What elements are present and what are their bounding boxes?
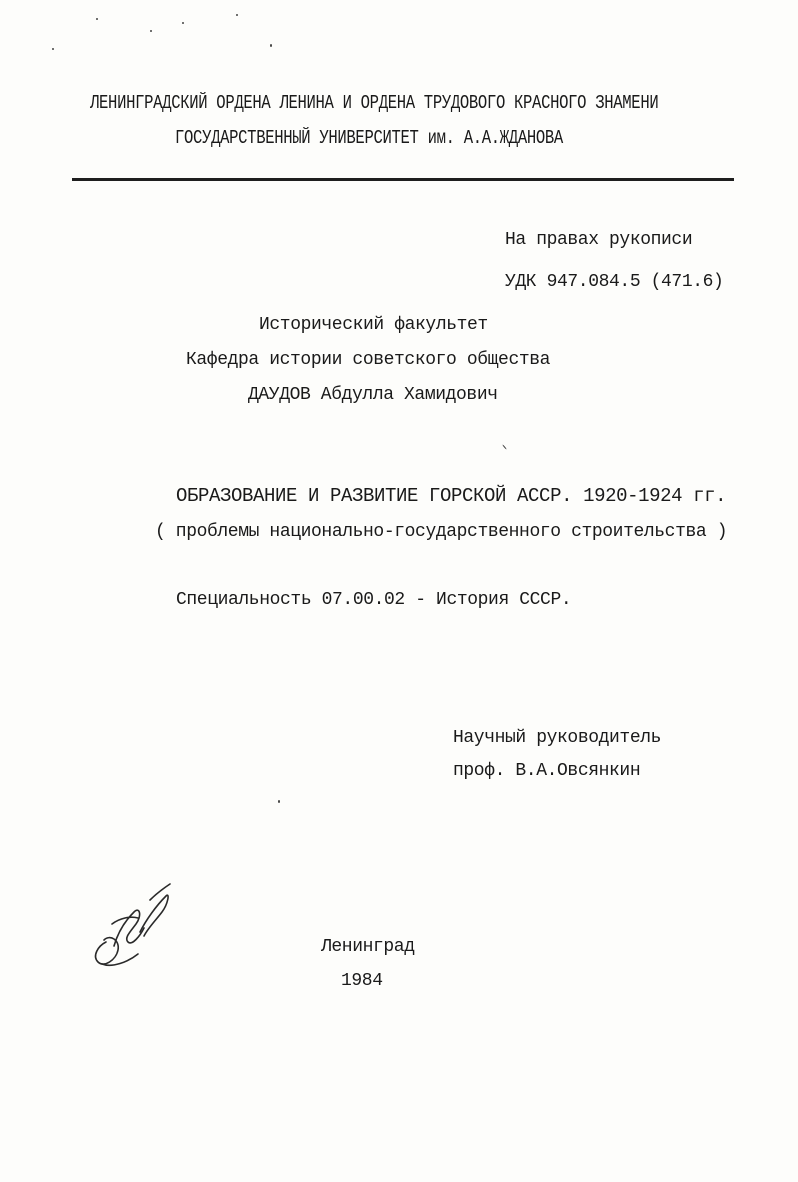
manuscript-note: На правах рукописи	[505, 230, 693, 250]
header-divider	[72, 178, 734, 181]
work-title: ОБРАЗОВАНИЕ И РАЗВИТИЕ ГОРСКОЙ АССР. 1920-1924 гг.	[176, 485, 727, 507]
supervisor-name: проф. В.А.Овсянкин	[453, 761, 641, 781]
imprint-city: Ленинград	[321, 937, 415, 957]
handwritten-signature-icon	[84, 876, 176, 972]
scan-speck	[236, 14, 238, 16]
supervisor-role: Научный руководитель	[453, 728, 662, 748]
scan-speck	[502, 444, 507, 449]
imprint-year: 1984	[341, 971, 383, 991]
university-line-2-text: ГОСУДАРСТВЕННЫЙ УНИВЕРСИТЕТ им. А.А.ЖДАНОВА	[175, 127, 563, 149]
scan-speck	[52, 48, 54, 50]
faculty-name: Исторический факультет	[259, 315, 488, 335]
scan-speck	[150, 30, 152, 32]
scan-speck	[278, 800, 280, 803]
department-name: Кафедра истории советского общества	[186, 350, 551, 370]
university-line-1-text: ЛЕНИНГРАДСКИЙ ОРДЕНА ЛЕНИНА И ОРДЕНА ТРУДОВОГО КРАСНОГО ЗНАМЕНИ	[90, 92, 659, 114]
author-name: ДАУДОВ Абдулла Хамидович	[248, 385, 498, 405]
scan-speck	[96, 18, 98, 20]
udk-code: УДК 947.084.5 (471.6)	[505, 272, 724, 292]
university-line-1	[90, 92, 783, 114]
scan-speck	[270, 44, 272, 47]
scan-speck	[182, 22, 184, 24]
specialty: Специальность 07.00.02 - История СССР.	[176, 590, 572, 610]
university-line-2	[175, 127, 648, 149]
work-subtitle: ( проблемы национально-государственного строительства )	[155, 522, 728, 542]
